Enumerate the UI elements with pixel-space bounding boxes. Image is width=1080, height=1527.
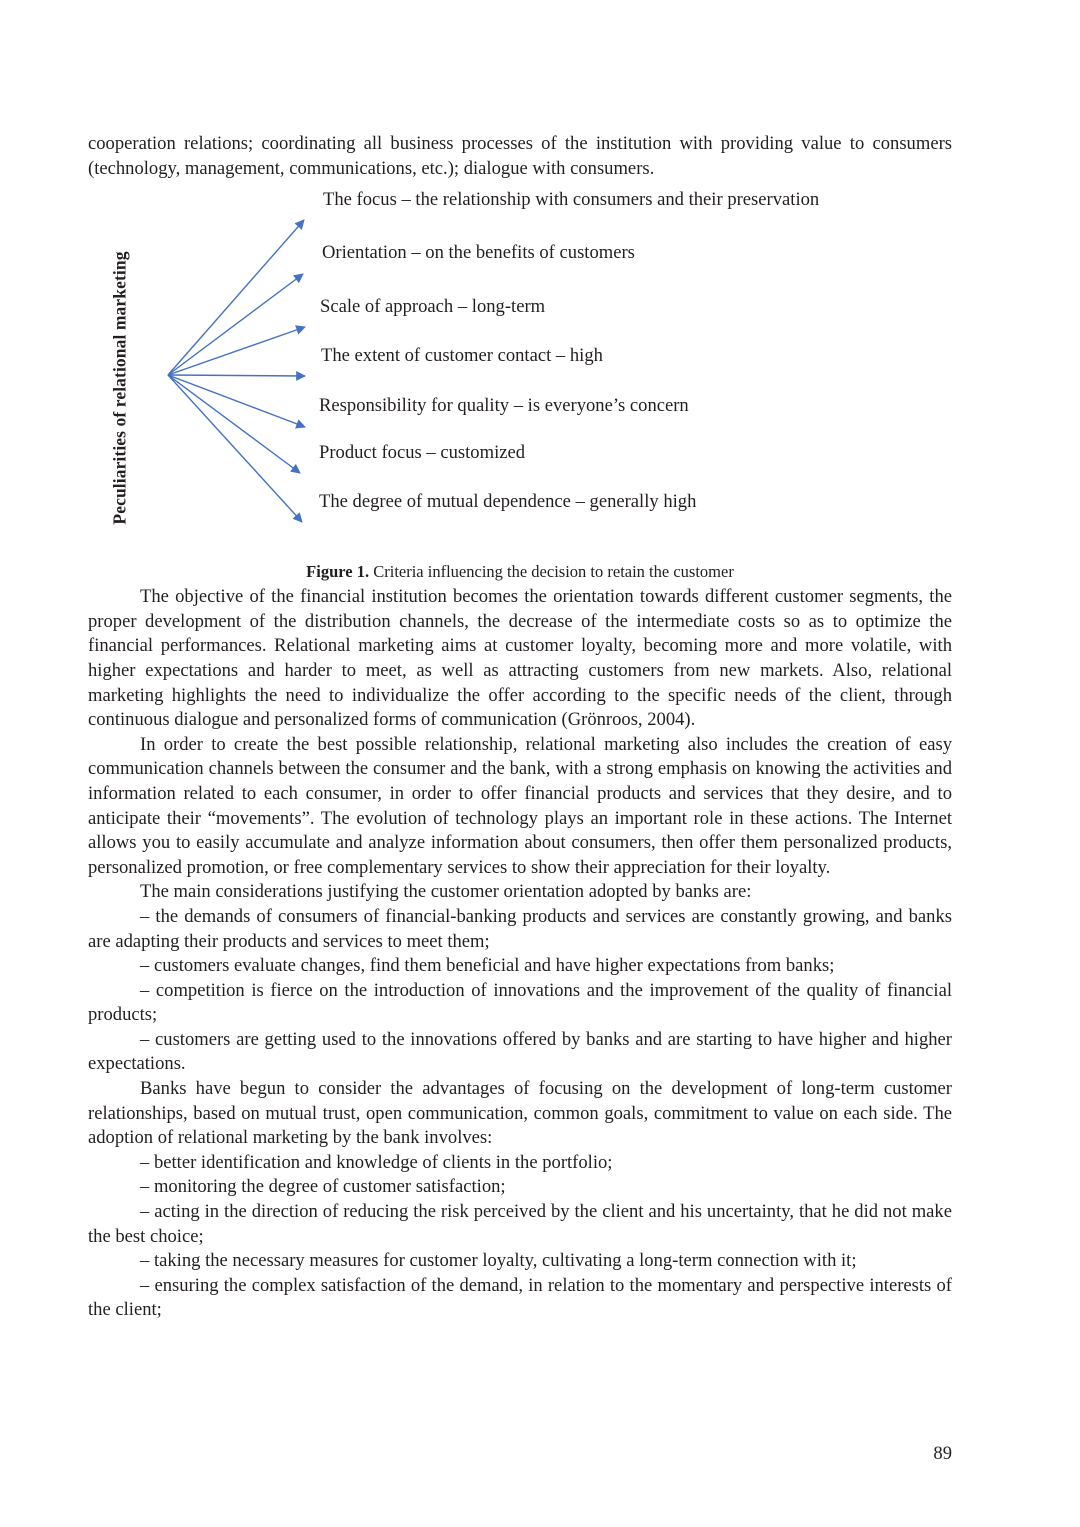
- figure-item-contact: The extent of customer contact – high: [321, 345, 603, 367]
- figure-caption: [88, 562, 952, 582]
- figure-item-focus: The focus – the relationship with consumers and their preservation: [323, 189, 820, 211]
- arrow-5: [168, 375, 305, 427]
- list-item: – better identification and knowledge of clients in the portfolio;: [140, 1151, 613, 1173]
- caption-text: Criteria influencing the decision to retain the customer: [369, 562, 734, 582]
- arrow-6: [168, 375, 300, 473]
- page-content: [88, 132, 952, 1323]
- body-text: [88, 585, 952, 1323]
- figure-1: [88, 189, 952, 582]
- list-item: – ensuring the complex satisfaction of the demand, in relation to the momentary and perspective interests of the client;: [88, 1274, 952, 1321]
- list-item: – customers are getting used to the innovations offered by banks and are starting to have higher and higher expectations.: [88, 1028, 952, 1075]
- paragraph: The objective of the financial institution becomes the orientation towards different customer segments, the proper development of the distribution channels, the decrease of the intermediate costs so as to optimize the financial performances. Relational marketing aims at customer loyalty, becoming more and more volatile, with higher expectations and harder to meet, as well as attracting customers from new markets. Also, relational marketing highlights the need to individualize the offer according to the specific needs of the client, through continuous dialogue and personalized forms of communication (Grönroos, 2004).: [88, 586, 952, 731]
- list-item: – acting in the direction of reducing the risk perceived by the client and his uncertainty, that he did not make the best choice;: [88, 1201, 952, 1247]
- list-item: – monitoring the degree of customer satisfaction;: [140, 1176, 506, 1198]
- figure-item-product: Product focus – customized: [319, 442, 526, 464]
- intro-paragraph: cooperation relations; coordinating all business processes of the institution with providing value to consumers (technology, management, communications, etc.); dialogue with consumers.: [88, 133, 952, 179]
- arrow-4: [168, 375, 305, 376]
- paragraph: The main considerations justifying the customer orientation adopted by banks are:: [140, 881, 752, 903]
- paragraph: Banks have begun to consider the advantages of focusing on the development of long-term customer relationships, based on mutual trust, open communication, common goals, commitment to value on each side. The adoption of relational marketing by the bank involves:: [88, 1078, 952, 1149]
- figure-item-orientation: Orientation – on the benefits of customers: [322, 242, 635, 264]
- figure-item-dependence: The degree of mutual dependence – generally high: [319, 491, 697, 513]
- arrow-7: [168, 375, 302, 522]
- caption-label: Figure 1.: [306, 562, 370, 582]
- vertical-label: Peculiarities of relational marketing: [109, 251, 130, 525]
- list-item: – competition is fierce on the introduction of innovations and the improvement of the quality of financial products;: [88, 979, 952, 1026]
- list-item: – customers evaluate changes, find them beneficial and have higher expectations from banks;: [140, 955, 835, 977]
- list-item: – taking the necessary measures for customer loyalty, cultivating a long-term connection with it;: [140, 1250, 857, 1272]
- arrow-2: [168, 274, 303, 375]
- figure-item-responsibility: Responsibility for quality – is everyone’s concern: [319, 395, 689, 417]
- list-item: – the demands of consumers of financial-banking products and services are constantly growing, and banks are adapting their products and services to meet them;: [88, 905, 952, 952]
- page-number: 89: [933, 1443, 952, 1464]
- figure-item-scale: Scale of approach – long-term: [320, 296, 546, 318]
- paragraph: In order to create the best possible relationship, relational marketing also includes the creation of easy communication channels between the consumer and the bank, with a strong emphasis on knowing the activities and information related to each consumer, in order to offer financial products and services that they desire, and to anticipate their “movements”. The evolution of technology plays an important role in these actions. The Internet allows you to easily accumulate and analyze information about consumers, then offer them personalized products, personalized promotion, or free complementary services to show their appreciation for their loyalty.: [88, 733, 952, 878]
